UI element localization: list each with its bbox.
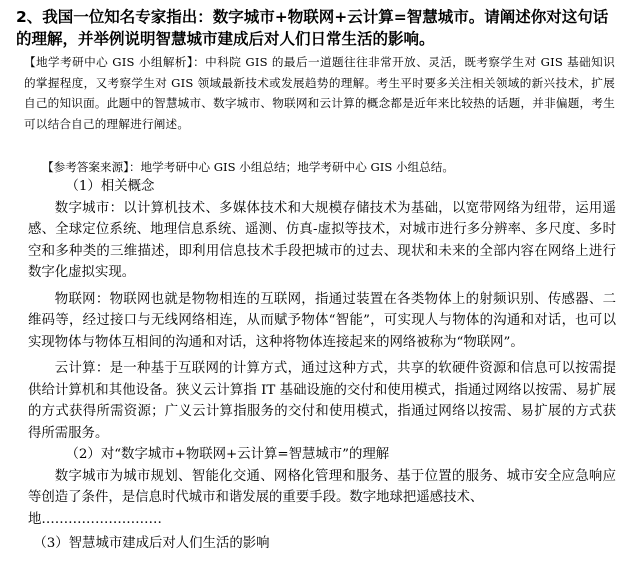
section-1-title: （1）相关概念	[65, 179, 155, 194]
section-3-title: （3）智慧城市建成后对人们生活的影响	[33, 536, 270, 551]
section-2-continuation: 地………………………	[28, 511, 162, 527]
digital-city-paragraph: 数字城市：以计算机技术、多媒体技术和大规模存储技术为基础，以宽带网络为纽带，运用遥感、全球定位系统、地理信息系统、遥测、仿真-虚拟等技术，对城市进行多分辨率、多尺度、多时空和多种类的三维描述，即利用信息技术手段把城市的过去、现状和未来的全部内容在网络上进行数字化虚拟实现。	[28, 200, 616, 280]
analysis-paragraph: 【地学考研中心 GIS 小组解析】：中科院 GIS 的最后一道题往往非常开放、灵活，既考察学生对 GIS 基础知识的掌握程度，又考察学生对 GIS 领域最新技术或发展趋势的理解。考生平时要多关注相关领域的新兴技术，扩展自己的知识面。此题中的智慧城市、数字城市、物联网和云计算的概念都是近年来比较热的话题，并非偏题，考生可以结合自己的理解进行阐述。	[24, 55, 615, 131]
answer-source: 【参考答案来源】：地学考研中心 GIS 小组总结；地学考研中心 GIS 小组总结。	[42, 160, 454, 174]
iot-paragraph: 物联网：物联网也就是物物相连的互联网，指通过装置在各类物体上的射频识别、传感器、二维码等，经过接口与无线网络相连，从而赋予物体“智能”，可实现人与物体的沟通和对话，也可以实现物体与物体互相间的沟通和对话，这种将物体连接起来的网络被称为“物联网”。	[28, 291, 616, 350]
answer-body	[28, 176, 616, 555]
section-2-title: （2）对“数字城市+物联网+云计算=智慧城市”的理解	[65, 447, 390, 462]
cloud-paragraph: 云计算：是一种基于互联网的计算方式，通过这种方式，共享的软硬件资源和信息可以按需提供给计算机和其他设备。狭义云计算指 IT 基础设施的交付和使用模式，指通过网络以按需、易扩展的方式获得所需资源；广义云计算指服务的交付和使用模式，指通过网络以按需、易扩展的方式获得所需服务。	[28, 361, 616, 441]
section-2-paragraph: 数字城市为城市规划、智能化交通、网格化管理和服务、基于位置的服务、城市安全应急响应等创造了条件，是信息时代城市和谐发展的重要手段。数字地球把遥感技术、	[28, 468, 616, 505]
question-text: 2、我国一位知名专家指出：数字城市+物联网+云计算=智慧城市。请阐述你对这句话的理解，并举例说明智慧城市建成后对人们日常生活的影响。	[16, 8, 609, 48]
